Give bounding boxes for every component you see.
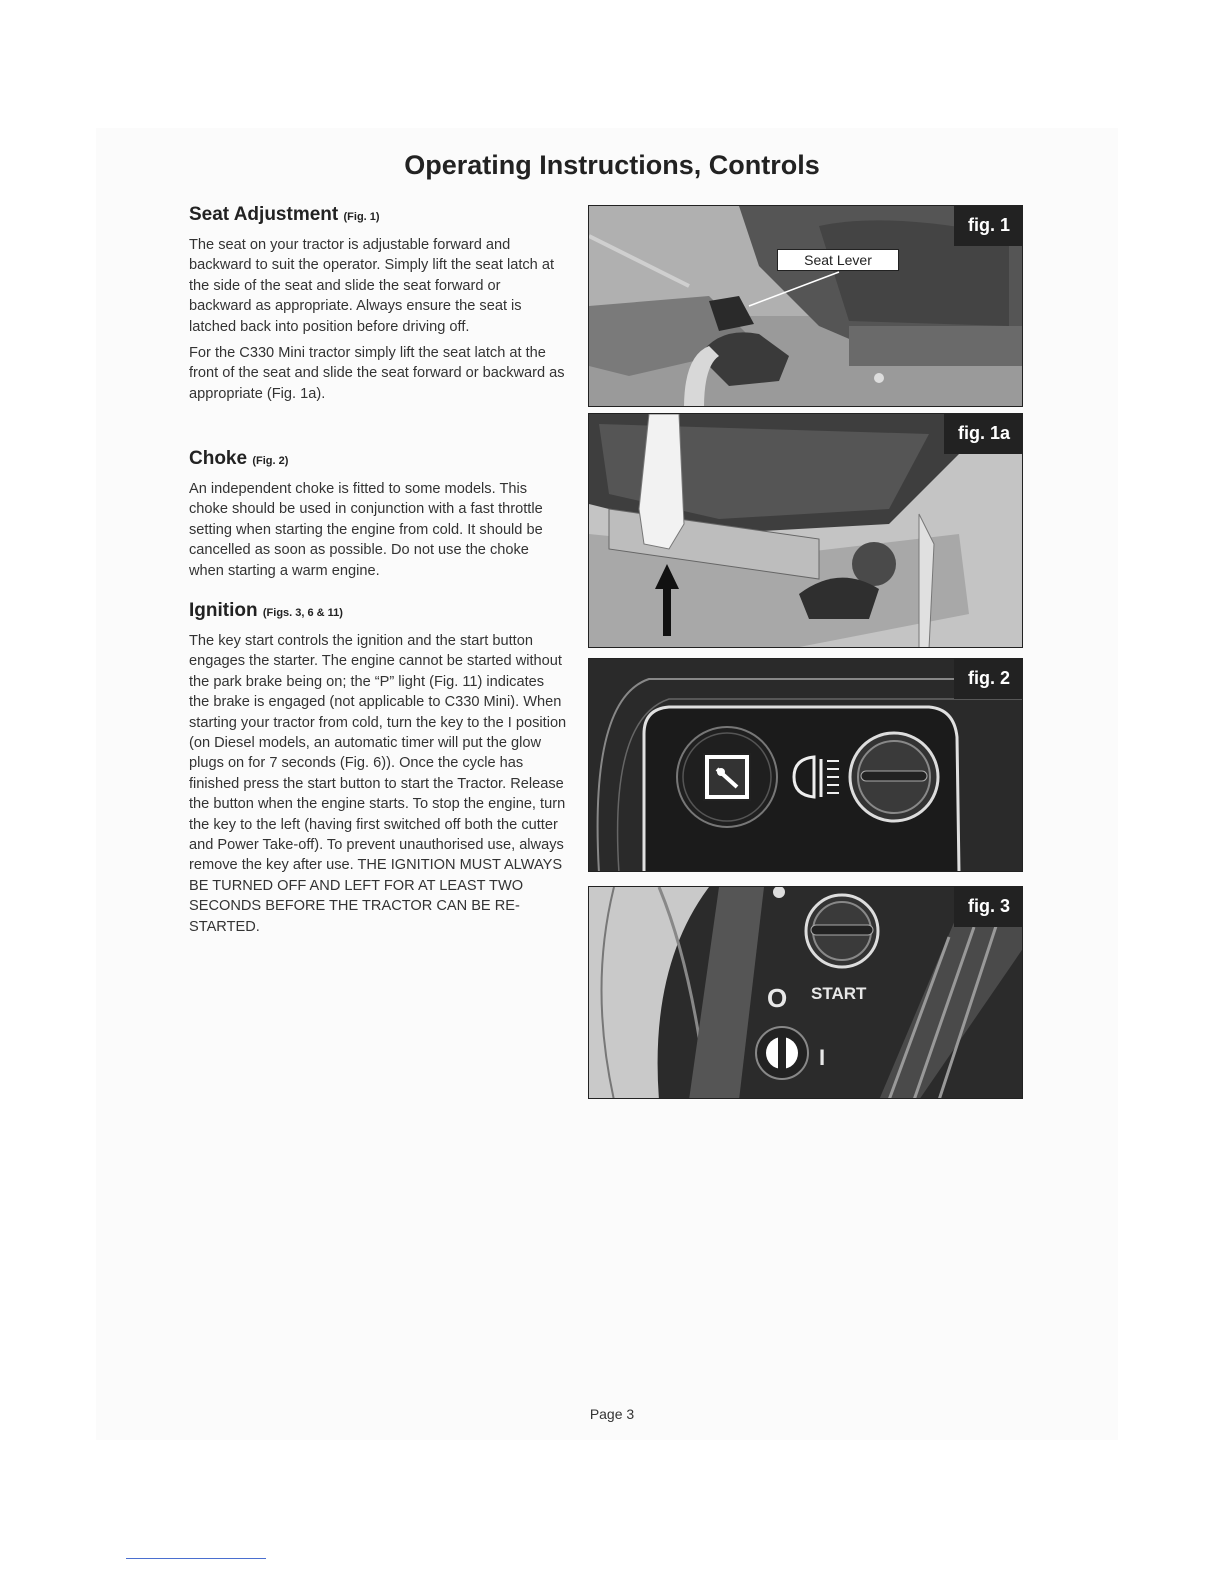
seat-adjustment-heading: [189, 204, 567, 226]
figure-2-choke-panel: [588, 658, 1023, 872]
ignition-paragraph: The key start controls the ignition and the start button engages the starter. The engine cannot be started without the park brake being on; the “P” light (Fig. 11) indicates the brake is engaged (not applicable to C330 Mini). When starting your tractor from cold, turn the key to the I position (on Diesel models, an automatic timer will put the glow plugs on for 7 seconds (Fig. 6)). Once the cycle has finished press the start button to start the Tractor. Release the button when the engine starts. To stop the engine, turn the key to the left (having first switched off both the cutter and Power Take-off). To prevent unauthorised use, always remove the key after use. THE IGNITION MUST ALWAYS BE TURNED OFF AND LEFT FOR AT LEAST TWO SECONDS BEFORE THE TRACTOR CAN BE RE-STARTED.: [189, 633, 567, 935]
page-title: Operating Instructions, Controls: [404, 150, 820, 180]
ignition-section: [189, 600, 567, 943]
footer-rule: [126, 1558, 266, 1559]
figure-2-label: fig. 2: [954, 659, 1022, 699]
figure-3-label: fig. 3: [954, 887, 1022, 927]
seat-lever-callout: Seat Lever: [777, 249, 899, 271]
ignition-on-mark: I: [819, 1045, 826, 1070]
seat-adjustment-section: [189, 204, 567, 410]
choke-fig-ref: (Fig. 2): [252, 455, 289, 467]
seat-adjustment-fig-ref: (Fig. 1): [343, 211, 380, 223]
figure-1-seat-lever: [588, 205, 1023, 407]
seat-adjustment-title: Seat Adjustment: [189, 204, 339, 225]
choke-section: [189, 448, 567, 587]
figure-1-label: fig. 1: [954, 206, 1022, 246]
ignition-off-mark: O: [767, 983, 788, 1013]
choke-paragraph: An independent choke is fitted to some models. This choke should be used in conjunction with a fast throttle setting when starting the engine from cold. It should be cancelled as soon as possible. Do not use the choke when starting a warm engine.: [189, 481, 543, 579]
figure-1a-label: fig. 1a: [944, 414, 1022, 454]
ignition-fig-ref: (Figs. 3, 6 & 11): [262, 607, 343, 619]
choke-heading: [189, 448, 567, 470]
page-number: Page 3: [589, 1406, 635, 1422]
seat-adjustment-paragraph-2: For the C330 Mini tractor simply lift the seat latch at the front of the seat and slide the seat forward or backward as appropriate (Fig. 1a).: [189, 345, 565, 402]
start-label: START: [811, 984, 867, 1003]
figure-3-ignition: [588, 886, 1023, 1099]
ignition-title: Ignition: [189, 600, 258, 621]
figure-1a-seat-latch: [588, 413, 1023, 648]
choke-title: Choke: [189, 448, 248, 469]
ignition-heading: [189, 600, 567, 622]
seat-adjustment-paragraph-1: The seat on your tractor is adjustable forward and backward to suit the operator. Simply lift the seat latch at the side of the seat and slide the seat forward or backward as appropriate. Always ensure the seat is latched back into position before driving off.: [189, 237, 555, 335]
